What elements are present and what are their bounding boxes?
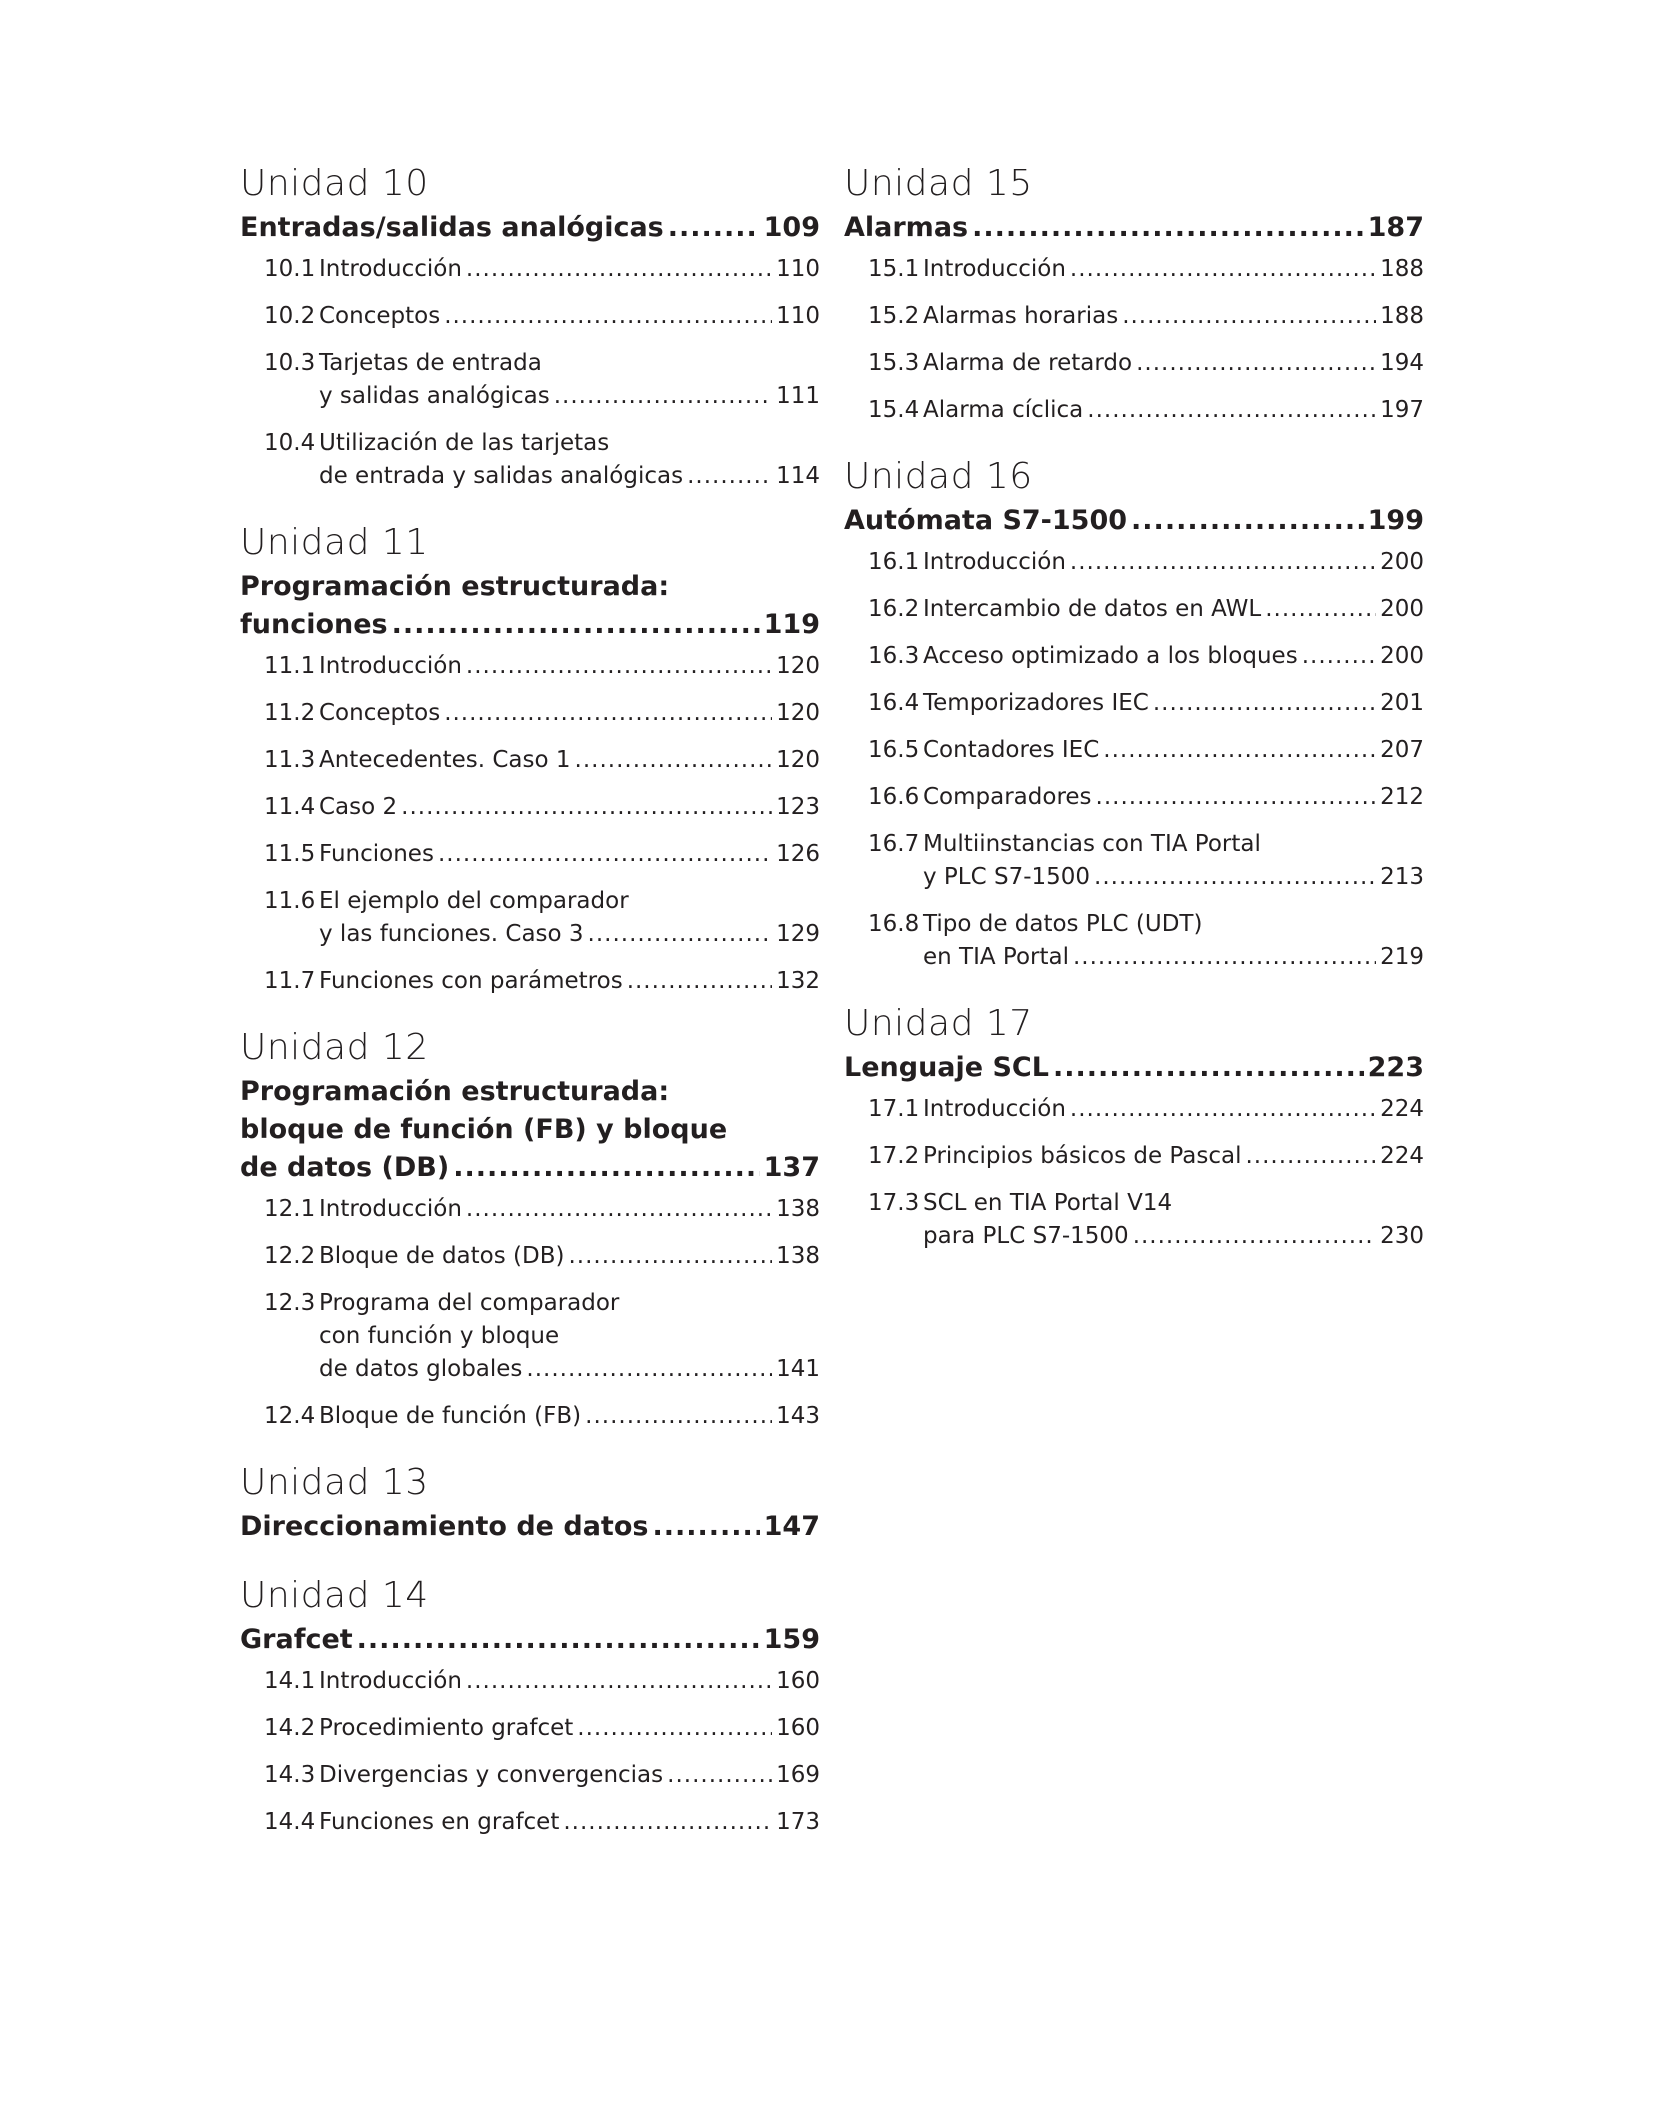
unit-page-number: 223 [1367,1052,1424,1083]
section-number: 11.3 [264,747,316,773]
section-line [868,1187,1424,1220]
section-number: 11.7 [264,968,316,994]
section-title: de datos globales [319,1356,523,1382]
section-number: 14.3 [264,1762,316,1788]
section-page-number: 219 [1380,944,1424,970]
section-line [264,253,820,286]
dot-leader [668,209,760,247]
section-entry [264,1193,820,1226]
toc-unit [844,453,1424,974]
section-number: 10.3 [264,350,316,376]
section-page-number: 110 [776,256,820,282]
section-title: Introducción [319,1196,462,1222]
dot-leader [392,606,760,644]
unit-title-line [844,1049,1424,1087]
section-entry [868,781,1424,814]
dot-leader [1087,394,1376,427]
section-page-number: 120 [776,653,820,679]
section-entry [868,687,1424,720]
section-page-number: 132 [776,968,820,994]
section-page-number: 160 [776,1668,820,1694]
section-entry [868,640,1424,673]
section-number: 16.4 [868,690,920,716]
section-page-number: 230 [1380,1223,1424,1249]
section-line [264,965,820,998]
section-line [264,1287,820,1320]
section-entry [264,791,820,824]
toc-column-right [844,160,1424,1279]
section-entry [264,650,820,683]
section-line [264,1193,820,1226]
section-number: 17.1 [868,1096,920,1122]
section-number: 12.3 [264,1290,316,1316]
unit-page-number: 119 [763,609,820,640]
section-entry [264,965,820,998]
toc-unit [844,160,1424,427]
section-entry [264,347,820,413]
unit-label: Unidad 10 [240,163,429,204]
section-page-number: 200 [1380,549,1424,575]
section-line [868,861,1424,894]
section-line [868,941,1424,974]
section-page-number: 160 [776,1715,820,1741]
section-line [868,593,1424,626]
unit-page-number: 187 [1367,212,1424,243]
section-page-number: 129 [776,921,820,947]
section-page-number: 201 [1380,690,1424,716]
section-line [264,1759,820,1792]
dot-leader [1245,1140,1376,1173]
dot-leader [1302,640,1376,673]
section-number: 17.3 [868,1190,920,1216]
section-entry [264,1400,820,1433]
dot-leader [1096,781,1376,814]
section-entry [868,347,1424,380]
section-number: 15.2 [868,303,920,329]
section-page-number: 138 [776,1243,820,1269]
section-entry [868,394,1424,427]
dot-leader [652,1508,759,1546]
section-title: Introducción [923,256,1066,282]
unit-label: Unidad 17 [844,1003,1033,1044]
unit-title-line [240,1111,820,1149]
section-entry [868,1093,1424,1126]
dot-leader [563,1806,772,1839]
section-number: 11.2 [264,700,316,726]
section-entry [264,1806,820,1839]
section-title: Conceptos [319,700,441,726]
section-title: Introducción [319,653,462,679]
section-page-number: 224 [1380,1143,1424,1169]
section-title: Bloque de datos (DB) [319,1243,565,1269]
section-entry [868,300,1424,333]
dot-leader [1053,1049,1364,1087]
section-line [264,1240,820,1273]
section-title: de entrada y salidas analógicas [319,463,684,489]
unit-label: Unidad 13 [240,1462,429,1503]
section-number: 15.4 [868,397,920,423]
section-title: Caso 2 [319,794,398,820]
section-list [240,1193,820,1433]
section-page-number: 173 [776,1809,820,1835]
section-line [264,885,820,918]
dot-leader [1070,1093,1376,1126]
section-page-number: 120 [776,700,820,726]
unit-title-text: bloque de función (FB) y bloque [240,1114,728,1145]
section-number: 15.3 [868,350,920,376]
section-page-number: 138 [776,1196,820,1222]
section-page-number: 169 [776,1762,820,1788]
section-page-number: 212 [1380,784,1424,810]
unit-title-line [240,606,820,644]
section-title: El ejemplo del comparador [319,888,629,914]
section-page-number: 126 [776,841,820,867]
section-line [868,640,1424,673]
unit-title-text: funciones [240,609,388,640]
section-line [264,791,820,824]
unit-title [844,209,1424,247]
section-number: 16.1 [868,549,920,575]
dot-leader [1103,734,1376,767]
section-entry [264,1665,820,1698]
section-line [264,300,820,333]
dot-leader [575,744,772,777]
section-number: 17.2 [868,1143,920,1169]
dot-leader [1131,502,1364,540]
section-line [868,546,1424,579]
section-page-number: 123 [776,794,820,820]
unit-title-line [240,1508,820,1546]
section-title: Introducción [923,1096,1066,1122]
section-title: con función y bloque [319,1323,560,1349]
section-line [868,1093,1424,1126]
unit-title [240,568,820,644]
section-entry [264,300,820,333]
section-page-number: 200 [1380,643,1424,669]
toc-unit [240,1572,820,1839]
unit-title-line [240,1073,820,1111]
section-number: 14.1 [264,1668,316,1694]
section-entry [868,593,1424,626]
unit-title-text: Programación estructurada: [240,1076,670,1107]
section-title: Divergencias y convergencias [319,1762,664,1788]
section-number: 16.8 [868,911,920,937]
section-title: Conceptos [319,303,441,329]
dot-leader [554,380,772,413]
unit-title-line [240,1149,820,1187]
unit-label: Unidad 11 [240,522,429,563]
section-title: Tipo de datos PLC (UDT) [923,911,1203,937]
section-list [844,253,1424,427]
section-entry [868,546,1424,579]
section-line [264,380,820,413]
unit-title [240,1073,820,1187]
section-line [264,744,820,777]
section-title: Principios básicos de Pascal [923,1143,1242,1169]
toc-unit [240,1459,820,1546]
section-title: Programa del comparador [319,1290,620,1316]
dot-leader [667,1759,772,1792]
section-page-number: 141 [776,1356,820,1382]
unit-title-text: Entradas/salidas analógicas [240,212,664,243]
section-entry [264,744,820,777]
section-entry [868,1187,1424,1253]
section-number: 16.6 [868,784,920,810]
section-line [264,1320,820,1353]
section-line [264,1806,820,1839]
section-number: 15.1 [868,256,920,282]
section-title: Alarma cíclica [923,397,1084,423]
dot-leader [687,460,772,493]
section-page-number: 143 [776,1403,820,1429]
section-line [264,460,820,493]
section-entry [868,828,1424,894]
dot-leader [401,791,772,824]
section-line [868,347,1424,380]
section-line [868,734,1424,767]
section-line [868,300,1424,333]
unit-title-text: Programación estructurada: [240,571,670,602]
section-number: 11.5 [264,841,316,867]
section-number: 11.1 [264,653,316,679]
section-number: 16.7 [868,831,920,857]
section-title: Introducción [923,549,1066,575]
dot-leader [444,697,772,730]
section-line [264,918,820,951]
dot-leader [588,918,772,951]
unit-title-text: Grafcet [240,1624,353,1655]
section-title: en TIA Portal [923,944,1069,970]
unit-title [240,1621,820,1659]
unit-page-number: 109 [763,212,820,243]
unit-title-line [844,209,1424,247]
section-entry [868,908,1424,974]
unit-title [240,209,820,247]
unit-title-text: Alarmas [844,212,969,243]
section-line [868,253,1424,286]
section-title: y salidas analógicas [319,383,550,409]
unit-title-text: Autómata S7-1500 [844,505,1128,536]
section-line [264,1665,820,1698]
dot-leader [568,1240,772,1273]
dot-leader [1153,687,1376,720]
section-title: SCL en TIA Portal V14 [923,1190,1173,1216]
section-number: 16.5 [868,737,920,763]
section-page-number: 224 [1380,1096,1424,1122]
section-page-number: 194 [1380,350,1424,376]
unit-title-text: Direccionamiento de datos [240,1511,649,1542]
section-title: Antecedentes. Caso 1 [319,747,571,773]
dot-leader [1073,941,1376,974]
dot-leader [972,209,1364,247]
section-entry [264,697,820,730]
section-title: Funciones en grafcet [319,1809,560,1835]
section-entry [264,1712,820,1745]
section-line [264,1353,820,1386]
section-list [844,546,1424,974]
toc-unit [844,1000,1424,1253]
section-number: 12.1 [264,1196,316,1222]
section-entry [264,1759,820,1792]
section-title: Alarmas horarias [923,303,1119,329]
section-page-number: 213 [1380,864,1424,890]
section-title: Temporizadores IEC [923,690,1149,716]
section-page-number: 188 [1380,256,1424,282]
section-line [868,1220,1424,1253]
section-title: Contadores IEC [923,737,1100,763]
dot-leader [577,1712,772,1745]
section-title: Tarjetas de entrada [319,350,542,376]
unit-title-line [844,502,1424,540]
section-entry [264,1240,820,1273]
section-number: 12.2 [264,1243,316,1269]
unit-title [844,502,1424,540]
dot-leader [357,1621,760,1659]
dot-leader [466,1665,772,1698]
dot-leader [453,1149,759,1187]
section-number: 10.4 [264,430,316,456]
dot-leader [1070,253,1376,286]
section-page-number: 120 [776,747,820,773]
section-line [868,394,1424,427]
toc-unit [240,160,820,493]
unit-label: Unidad 14 [240,1575,429,1616]
section-title: Procedimiento grafcet [319,1715,574,1741]
toc-column-left [240,160,820,1865]
section-line [264,650,820,683]
unit-page-number: 199 [1367,505,1424,536]
section-number: 10.2 [264,303,316,329]
section-entry [264,885,820,951]
section-line [264,1400,820,1433]
section-number: 11.6 [264,888,316,914]
section-title: Funciones [319,841,434,867]
section-number: 16.2 [868,596,920,622]
section-number: 14.2 [264,1715,316,1741]
unit-label: Unidad 15 [844,163,1033,204]
unit-page-number: 147 [763,1511,820,1542]
section-entry [264,1287,820,1386]
section-title: Utilización de las tarjetas [319,430,610,456]
section-entry [868,734,1424,767]
section-title: Funciones con parámetros [319,968,623,994]
unit-title-line [240,568,820,606]
toc-unit [240,519,820,998]
section-title: Multiinstancias con TIA Portal [923,831,1261,857]
dot-leader [438,838,772,871]
section-line [868,781,1424,814]
section-title: Bloque de función (FB) [319,1403,582,1429]
dot-leader [1265,593,1376,626]
unit-title-text: de datos (DB) [240,1152,450,1183]
unit-title [240,1508,820,1546]
section-title: y las funciones. Caso 3 [319,921,584,947]
section-list [240,1665,820,1839]
unit-title-line [240,209,820,247]
section-entry [264,253,820,286]
dot-leader [466,253,772,286]
section-line [264,1712,820,1745]
section-title: Comparadores [923,784,1092,810]
dot-leader [1122,300,1376,333]
section-title: Acceso optimizado a los bloques [923,643,1298,669]
dot-leader [466,1193,772,1226]
section-entry [868,1140,1424,1173]
section-title: Intercambio de datos en AWL [923,596,1262,622]
unit-page-number: 159 [763,1624,820,1655]
dot-leader [466,650,772,683]
dot-leader [444,300,772,333]
dot-leader [1094,861,1376,894]
unit-page-number: 137 [763,1152,820,1183]
section-number: 10.1 [264,256,316,282]
section-line [868,908,1424,941]
section-page-number: 110 [776,303,820,329]
section-page-number: 197 [1380,397,1424,423]
dot-leader [526,1353,772,1386]
section-list [240,650,820,998]
section-number: 12.4 [264,1403,316,1429]
section-page-number: 111 [776,383,820,409]
dot-leader [585,1400,772,1433]
section-line [264,838,820,871]
dot-leader [1133,1220,1376,1253]
dot-leader [1136,347,1376,380]
unit-label: Unidad 16 [844,456,1033,497]
section-number: 14.4 [264,1809,316,1835]
unit-title-line [240,1621,820,1659]
section-title: Alarma de retardo [923,350,1133,376]
section-number: 16.3 [868,643,920,669]
section-title: para PLC S7-1500 [923,1223,1129,1249]
section-line [868,1140,1424,1173]
dot-leader [627,965,772,998]
section-line [264,697,820,730]
section-list [844,1093,1424,1253]
section-entry [264,427,820,493]
section-page-number: 207 [1380,737,1424,763]
toc-unit [240,1024,820,1433]
section-line [868,687,1424,720]
section-entry [264,838,820,871]
section-list [240,253,820,493]
section-title: y PLC S7-1500 [923,864,1091,890]
section-line [264,427,820,460]
dot-leader [1070,546,1376,579]
section-title: Introducción [319,256,462,282]
section-entry [868,253,1424,286]
unit-label: Unidad 12 [240,1027,429,1068]
unit-title [844,1049,1424,1087]
unit-title-text: Lenguaje SCL [844,1052,1049,1083]
section-page-number: 114 [776,463,820,489]
section-page-number: 200 [1380,596,1424,622]
section-title: Introducción [319,1668,462,1694]
section-line [264,347,820,380]
section-number: 11.4 [264,794,316,820]
section-line [868,828,1424,861]
section-page-number: 188 [1380,303,1424,329]
